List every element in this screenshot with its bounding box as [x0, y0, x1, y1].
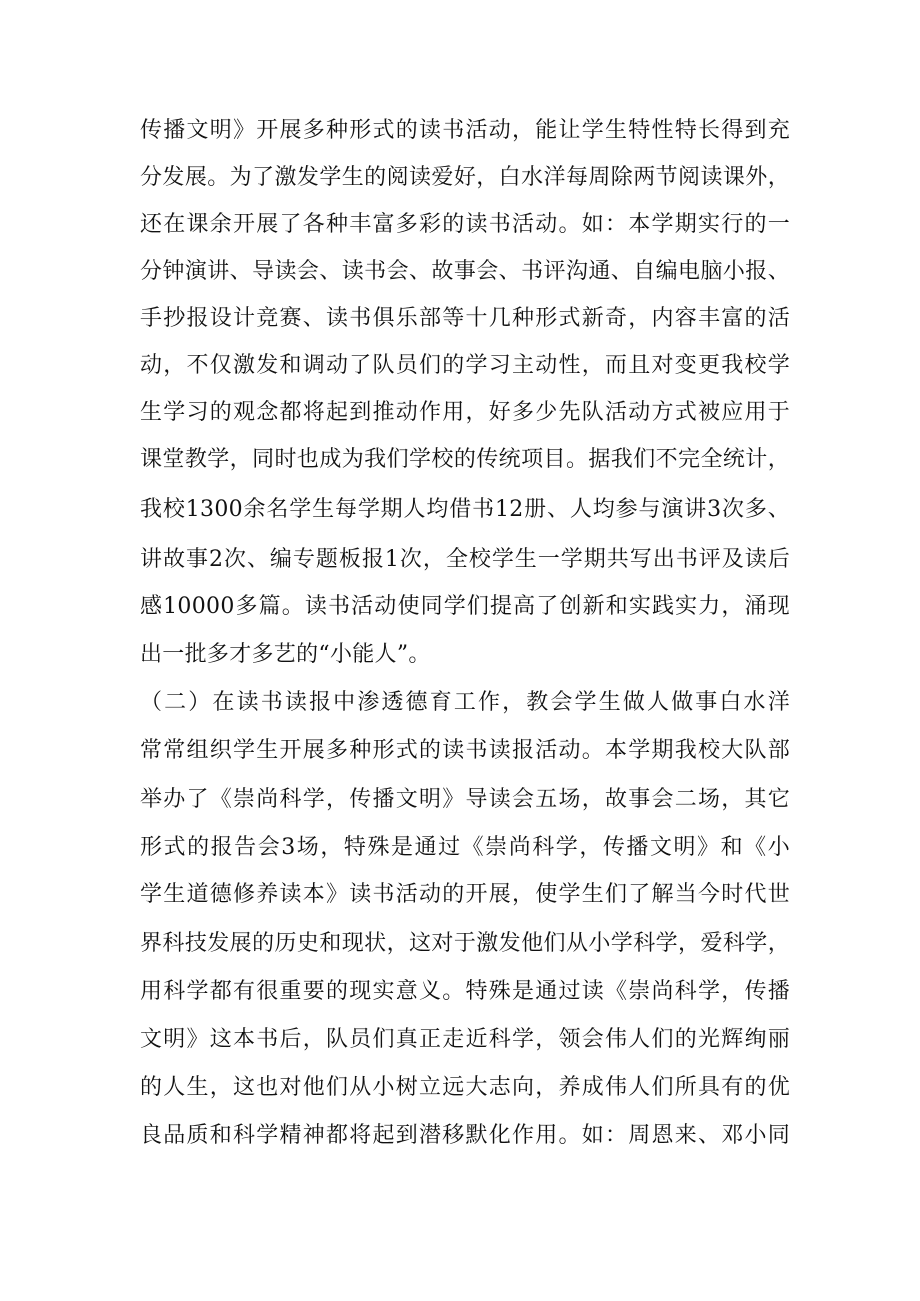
- text-line: 传播文明》开展多种形式的读书活动，能让学生特性特长得到充: [140, 118, 790, 143]
- text-line: 感10000多篇。读书活动使同学们提高了创新和实践实力，涌现: [140, 594, 790, 619]
- text-line: 良品质和科学精神都将起到潜移默化作用。如：周恩来、邓小同: [140, 1123, 790, 1148]
- text-line: 讲故事2次、编专题板报1次，全校学生一学期共写出书评及读后: [140, 547, 790, 572]
- text-line: 形式的报告会3场，特殊是通过《崇尚科学，传播文明》和《小: [140, 835, 790, 860]
- text-line: 出一批多才多艺的“小能人”。: [140, 642, 431, 667]
- text-line: 文明》这本书后，队员们真正走近科学，领会伟人们的光辉绚丽: [140, 1027, 790, 1052]
- text-line: 分钟演讲、导读会、读书会、故事会、书评沟通、自编电脑小报、: [140, 259, 790, 284]
- text-line: 的人生，这也对他们从小树立远大志向，养成伟人们所具有的优: [140, 1075, 790, 1100]
- text-line: 手抄报设计竞赛、读书俱乐部等十几种形式新奇，内容丰富的活: [140, 306, 790, 331]
- text-line: 界科技发展的历史和现状，这对于激发他们从小学科学，爱科学，: [140, 931, 790, 956]
- text-line: 我校1300余名学生每学期人均借书12册、人均参与演讲3次多、: [140, 497, 790, 522]
- text-line: 动，不仅激发和调动了队员们的学习主动性，而且对变更我校学: [140, 353, 790, 378]
- paragraph-heading-line: （二）在读书读报中渗透德育工作，教会学生做人做事白水洋: [140, 690, 790, 715]
- text-line: 常常组织学生开展多种形式的读书读报活动。本学期我校大队部: [140, 738, 790, 763]
- text-line: 生学习的观念都将起到推动作用，好多少先队活动方式被应用于: [140, 400, 790, 425]
- text-line: 举办了《崇尚科学，传播文明》导读会五场，故事会二场，其它: [140, 787, 790, 812]
- text-line: 用科学都有很重要的现实意义。特殊是通过读《崇尚科学，传播: [140, 979, 790, 1004]
- text-line: 学生道德修养读本》读书活动的开展，使学生们了解当今时代世: [140, 882, 790, 907]
- text-line: 课堂教学，同时也成为我们学校的传统项目。据我们不完全统计，: [140, 447, 790, 472]
- text-line: 分发展。为了激发学生的阅读爱好，白水洋每周除两节阅读课外，: [140, 165, 790, 190]
- text-line: 还在课余开展了各种丰富多彩的读书活动。如：本学期实行的一: [140, 212, 790, 237]
